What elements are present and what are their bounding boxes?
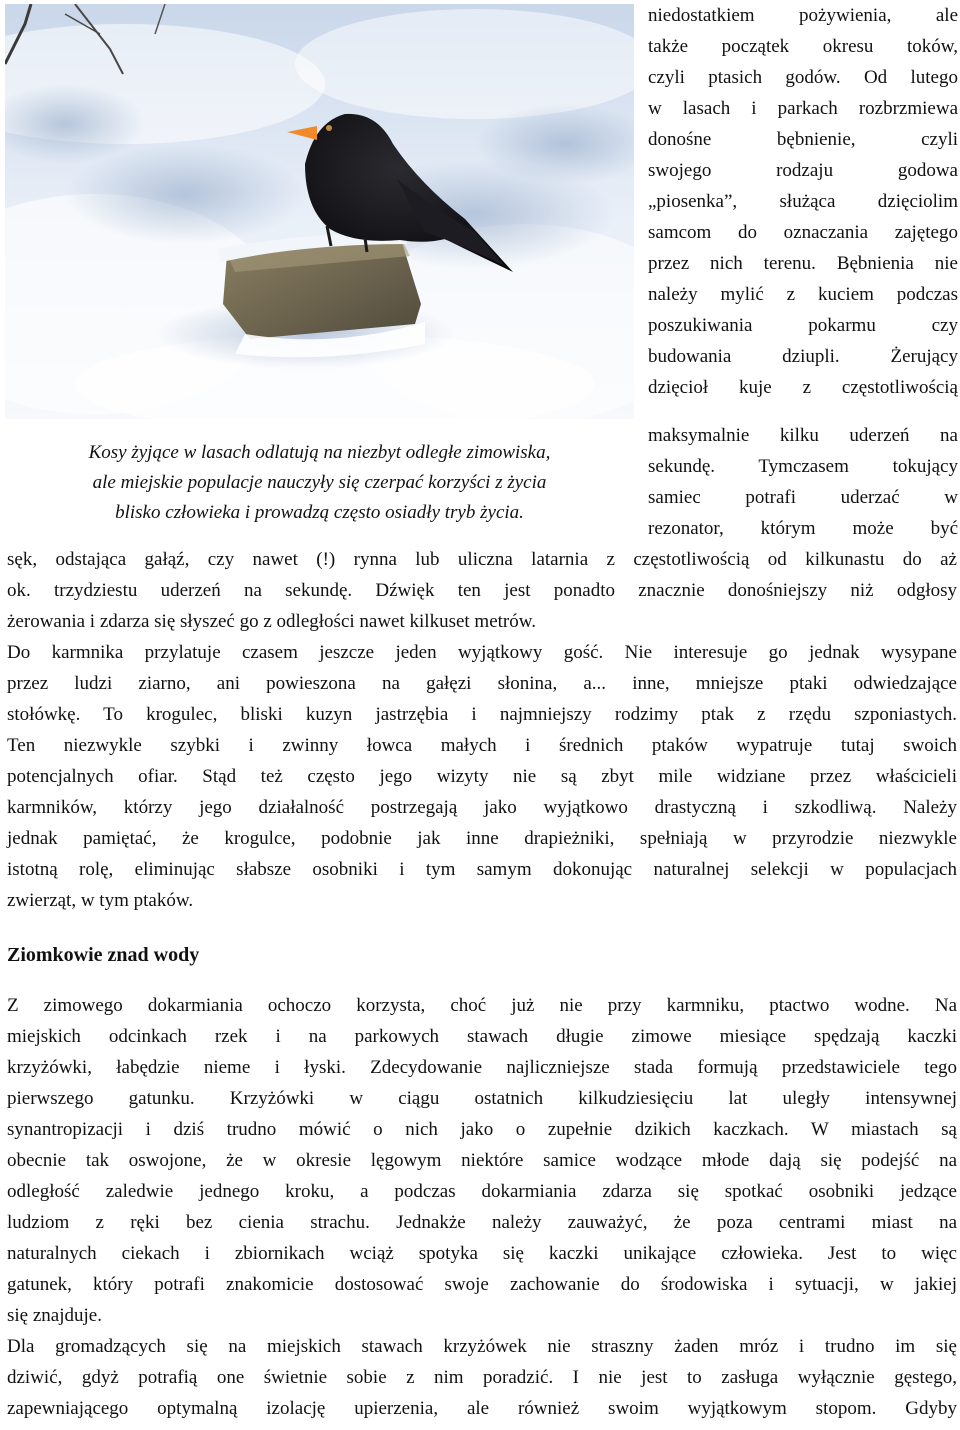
text-line: rezonator, którym może być [648,518,958,539]
text-line: należy mylić z kuciem podczas [648,284,958,305]
text-line: „piosenka”, służąca dzięciolim [648,191,958,212]
text-line: Z zimowego dokarmiania ochoczo korzysta, choć już nie przy karmniku, ptactwo wodne. Na [7,995,957,1016]
text-line: miejskich odcinkach rzek i na parkowych stawach długie zimowe miesiące spędzają kaczki [7,1026,957,1047]
text-line: synantropizacji i dziś trudno mówić o nich jako o zupełnie dzikich kaczkach. W miastach są [7,1119,957,1140]
right-column-top [648,0,958,403]
text-line: potencjalnych ofiar. Stąd też często jego wizyty nie są zbyt mile widziane przez właścicieli [7,766,957,787]
text-line: poszukiwania pokarmu czy [648,315,958,336]
text-line: czyli ptasich godów. Od lutego [648,67,958,88]
text-line: stołówkę. To krogulec, bliski kuzyn jastrzębia i najmniejszy rodzimy ptak z rzędu szponiastych. [7,704,957,725]
text-line: gatunek, który potrafi znakomicie dostosować swoje zachowanie do środowiska i sytuacji, w jakiej [7,1274,957,1295]
text-line: pierwszego gatunku. Krzyżówki w ciągu ostatnich kilkudziesięciu lat uległy intensywnej [7,1088,957,1109]
text-line: swojego rodzaju godowa [648,160,958,181]
text-line: przez nich terenu. Bębnienia nie [648,253,958,274]
text-line: obecnie tak oswojone, że w okresie lęgowym niektóre samice wodzące młode dają się podejść na [7,1150,957,1171]
text-line: Dla gromadzących się na miejskich stawach krzyżówek nie straszny żaden mróz i trudno im się [7,1336,957,1357]
text-line: karmników, którzy jego działalność postrzegają jako wyjątkowo drastyczną i szkodliwą. Należy [7,797,957,818]
text-line: żerowania i zdarza się słyszeć go z odległości nawet kilkuset metrów. [7,611,536,632]
body-text-block-1 [7,544,957,916]
text-line: zwierząt, w tym ptaków. [7,890,194,911]
text-line: ok. trzydziestu uderzeń na sekundę. Dźwięk ten jest ponadto znacznie donośniejszy niż odgłosy [7,580,957,601]
text-line: sekundę. Tymczasem tokujący [648,456,958,477]
text-line: krzyżówki, łabędzie nieme i łyski. Zdecydowanie najliczniejsze stada formują przedstawiciele tego [7,1057,957,1078]
caption-line: blisko człowieka i prowadzą często osiadły tryb życia. [115,502,524,523]
text-line: także początek okresu toków, [648,36,958,57]
section-heading: Ziomkowie znad wody [7,944,200,966]
photo-caption [5,438,634,528]
text-line: istotną rolę, eliminując słabsze osobniki i tym samym dokonując naturalnej selekcji w populacjach [7,859,957,880]
text-line: w lasach i parkach rozbrzmiewa [648,98,958,119]
text-line: ludziom z ręki bez cienia strachu. Jednakże należy zauważyć, że poza centrami miast na [7,1212,957,1233]
text-line: sęk, odstająca gałąź, czy nawet (!) rynna lub uliczna latarnia z częstotliwością od kilkunastu do aż [7,549,957,570]
text-line: niedostatkiem pożywienia, ale [648,5,958,26]
text-line: samcom do oznaczania zajętego [648,222,958,243]
text-line: maksymalnie kilku uderzeń na [648,425,958,446]
blackbird-photo [5,4,634,419]
text-line: Do karmnika przylatuje czasem jeszcze jeden wyjątkowy gość. Nie interesuje go jednak wysypane [7,642,957,663]
caption-line: Kosy żyjące w lasach odlatują na niezbyt odległe zimowiska, [88,442,551,463]
body-text-block-2 [7,990,957,1424]
caption-line: ale miejskie populacje nauczyły się czerpać korzyści z życia [92,472,547,493]
text-line: budowania dziupli. Żerujący [648,346,958,367]
text-line: się znajduje. [7,1305,102,1326]
text-line: odległość zaledwie jednego kroku, a podczas dokarmiania zdarza się spotkać osobniki jedzące [7,1181,957,1202]
text-line: dziwić, gdyż potrafią one świetnie sobie z nim poradzić. I nie jest to zasługa wyłącznie gęstego, [7,1367,957,1388]
right-column-bottom [648,420,958,544]
text-line: naturalnych ciekach i zbiornikach wciąż spotyka się kaczki unikające człowieka. Jest to więc [7,1243,957,1264]
text-line: samiec potrafi uderzać w [648,487,958,508]
text-line: dzięcioł kuje z częstotliwością [648,377,958,398]
text-line: jednak pamiętać, że krogulce, podobnie jak inne drapieżniki, spełniają w przyrodzie niezwykle [7,828,957,849]
text-line: donośne bębnienie, czyli [648,129,958,150]
text-line: przez ludzi ziarno, ani powieszona na gałęzi słonina, a... inne, mniejsze ptaki odwiedzające [7,673,957,694]
text-line: Ten niezwykle szybki i zwinny łowca małych i średnich ptaków wypatruje tutaj swoich [7,735,957,756]
blackbird-snow-image [5,4,634,419]
text-line: zapewniającego optymalną izolację upierzenia, ale również swoim wyjątkowym stopom. Gdyby [7,1398,957,1419]
